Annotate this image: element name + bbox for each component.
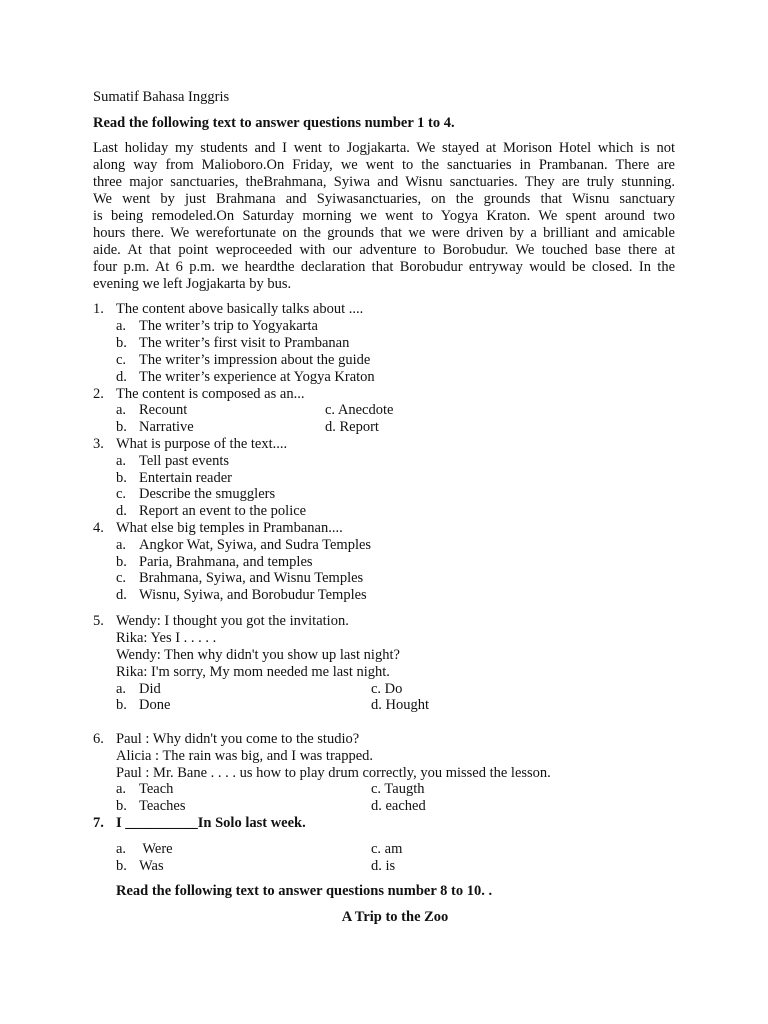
question-text: What is purpose of the text....	[116, 436, 288, 452]
option-a: The writer’s trip to Yogyakarta	[139, 318, 318, 334]
option-letter: a.	[116, 537, 127, 553]
passage-line: three major sanctuaries, theBrahmana, Syiwa and Wisnu sanctuaries. They are truly stunning.	[93, 174, 675, 190]
option-d: The writer’s experience at Yogya Kraton	[139, 369, 375, 385]
instruction-heading: Read the following text to answer questions number 8 to 10. .	[116, 883, 493, 899]
dialogue-line: Wendy: I thought you got the invitation.	[116, 613, 349, 629]
passage-line: along way from Malioboro.On Friday, we went to the sanctuaries in Prambanan. There are	[93, 157, 675, 173]
option-a: Did	[139, 681, 161, 697]
option-d: Report an event to the police	[139, 503, 307, 519]
option-d: d. Hought	[371, 697, 429, 713]
question-number: 7.	[93, 815, 104, 831]
option-letter: c.	[116, 486, 127, 502]
passage-line: We went by just Brahmana and Syiwasanctuaries, on the grounds that Wisnu sanctuary	[93, 191, 675, 207]
option-c: c. Taugth	[371, 781, 425, 797]
option-c: c. Do	[371, 681, 403, 697]
option-b: Narrative	[139, 419, 194, 435]
question-number: 4.	[93, 520, 104, 536]
option-d: d. eached	[371, 798, 426, 814]
section-subtitle: A Trip to the Zoo	[341, 909, 449, 925]
option-letter: b.	[116, 470, 127, 486]
option-letter: a.	[116, 681, 127, 697]
option-letter: a.	[116, 318, 127, 334]
question-text: The content is composed as an...	[116, 386, 305, 402]
option-c: The writer’s impression about the guide	[139, 352, 371, 368]
passage-line: aide. At that point weproceeded with our adventure to Borobudur. We touched base there at	[93, 242, 675, 258]
option-b: Entertain reader	[139, 470, 232, 486]
option-a: Teach	[139, 781, 174, 797]
option-c: c. Anecdote	[325, 402, 394, 418]
document-title: Sumatif Bahasa Inggris	[93, 89, 230, 105]
option-letter: c.	[116, 570, 127, 586]
option-letter: b.	[116, 798, 127, 814]
option-d: d. Report	[325, 419, 379, 435]
question-number: 3.	[93, 436, 104, 452]
option-letter: b.	[116, 419, 127, 435]
option-a: Were	[139, 841, 173, 857]
option-letter: b.	[116, 335, 127, 351]
option-a: Tell past events	[139, 453, 229, 469]
passage-line: hours there. We werefortunate on the grounds that we were driven by a brilliant and amicable	[93, 225, 675, 241]
option-d: Wisnu, Syiwa, and Borobudur Temples	[139, 587, 367, 603]
option-a: Recount	[139, 402, 188, 418]
dialogue-line: Alicia : The rain was big, and I was trapped.	[116, 748, 374, 764]
question-number: 6.	[93, 731, 104, 747]
option-c: c. am	[371, 841, 403, 857]
dialogue-line: Rika: I'm sorry, My mom needed me last night.	[116, 664, 390, 680]
option-letter: a.	[116, 781, 127, 797]
option-letter: c.	[116, 352, 127, 368]
instruction-heading: Read the following text to answer questions number 1 to 4.	[93, 115, 455, 131]
passage-line: four p.m. At 6 p.m. we heardthe declaration that Borobudur entryway would be closed. In the	[93, 259, 675, 275]
option-letter: b.	[116, 858, 127, 874]
option-letter: a.	[116, 402, 127, 418]
dialogue-line: Wendy: Then why didn't you show up last night?	[116, 647, 400, 663]
reading-passage	[93, 140, 675, 293]
option-letter: d.	[116, 503, 127, 519]
option-b: Paria, Brahmana, and temples	[139, 554, 313, 570]
question-text: I __________In Solo last week.	[116, 815, 306, 831]
option-b: Was	[139, 858, 164, 874]
option-c: Describe the smugglers	[139, 486, 276, 502]
dialogue-line: Paul : Why didn't you come to the studio?	[116, 731, 360, 747]
option-b: Done	[139, 697, 171, 713]
question-number: 2.	[93, 386, 104, 402]
option-b: Teaches	[139, 798, 186, 814]
option-letter: a.	[116, 453, 127, 469]
option-a: Angkor Wat, Syiwa, and Sudra Temples	[139, 537, 372, 553]
option-letter: d.	[116, 587, 127, 603]
dialogue-line: Paul : Mr. Bane . . . . us how to play drum correctly, you missed the lesson.	[116, 765, 551, 781]
option-b: The writer’s first visit to Prambanan	[139, 335, 350, 351]
option-letter: b.	[116, 697, 127, 713]
passage-line: is being remodeled.On Saturday morning we went to Yogya Kraton. We spent around two	[93, 208, 675, 224]
question-number: 1.	[93, 301, 104, 317]
dialogue-line: Rika: Yes I . . . . .	[116, 630, 217, 646]
option-letter: a.	[116, 841, 127, 857]
passage-line: Last holiday my students and I went to Jogjakarta. We stayed at Morison Hotel which is not	[93, 140, 675, 156]
option-c: Brahmana, Syiwa, and Wisnu Temples	[139, 570, 364, 586]
option-d: d. is	[371, 858, 396, 874]
passage-line: evening we left Jogjakarta by bus.	[93, 276, 292, 292]
question-number: 5.	[93, 613, 104, 629]
option-letter: d.	[116, 369, 127, 385]
question-text: What else big temples in Prambanan....	[116, 520, 343, 536]
option-letter: b.	[116, 554, 127, 570]
question-text: The content above basically talks about ....	[116, 301, 364, 317]
